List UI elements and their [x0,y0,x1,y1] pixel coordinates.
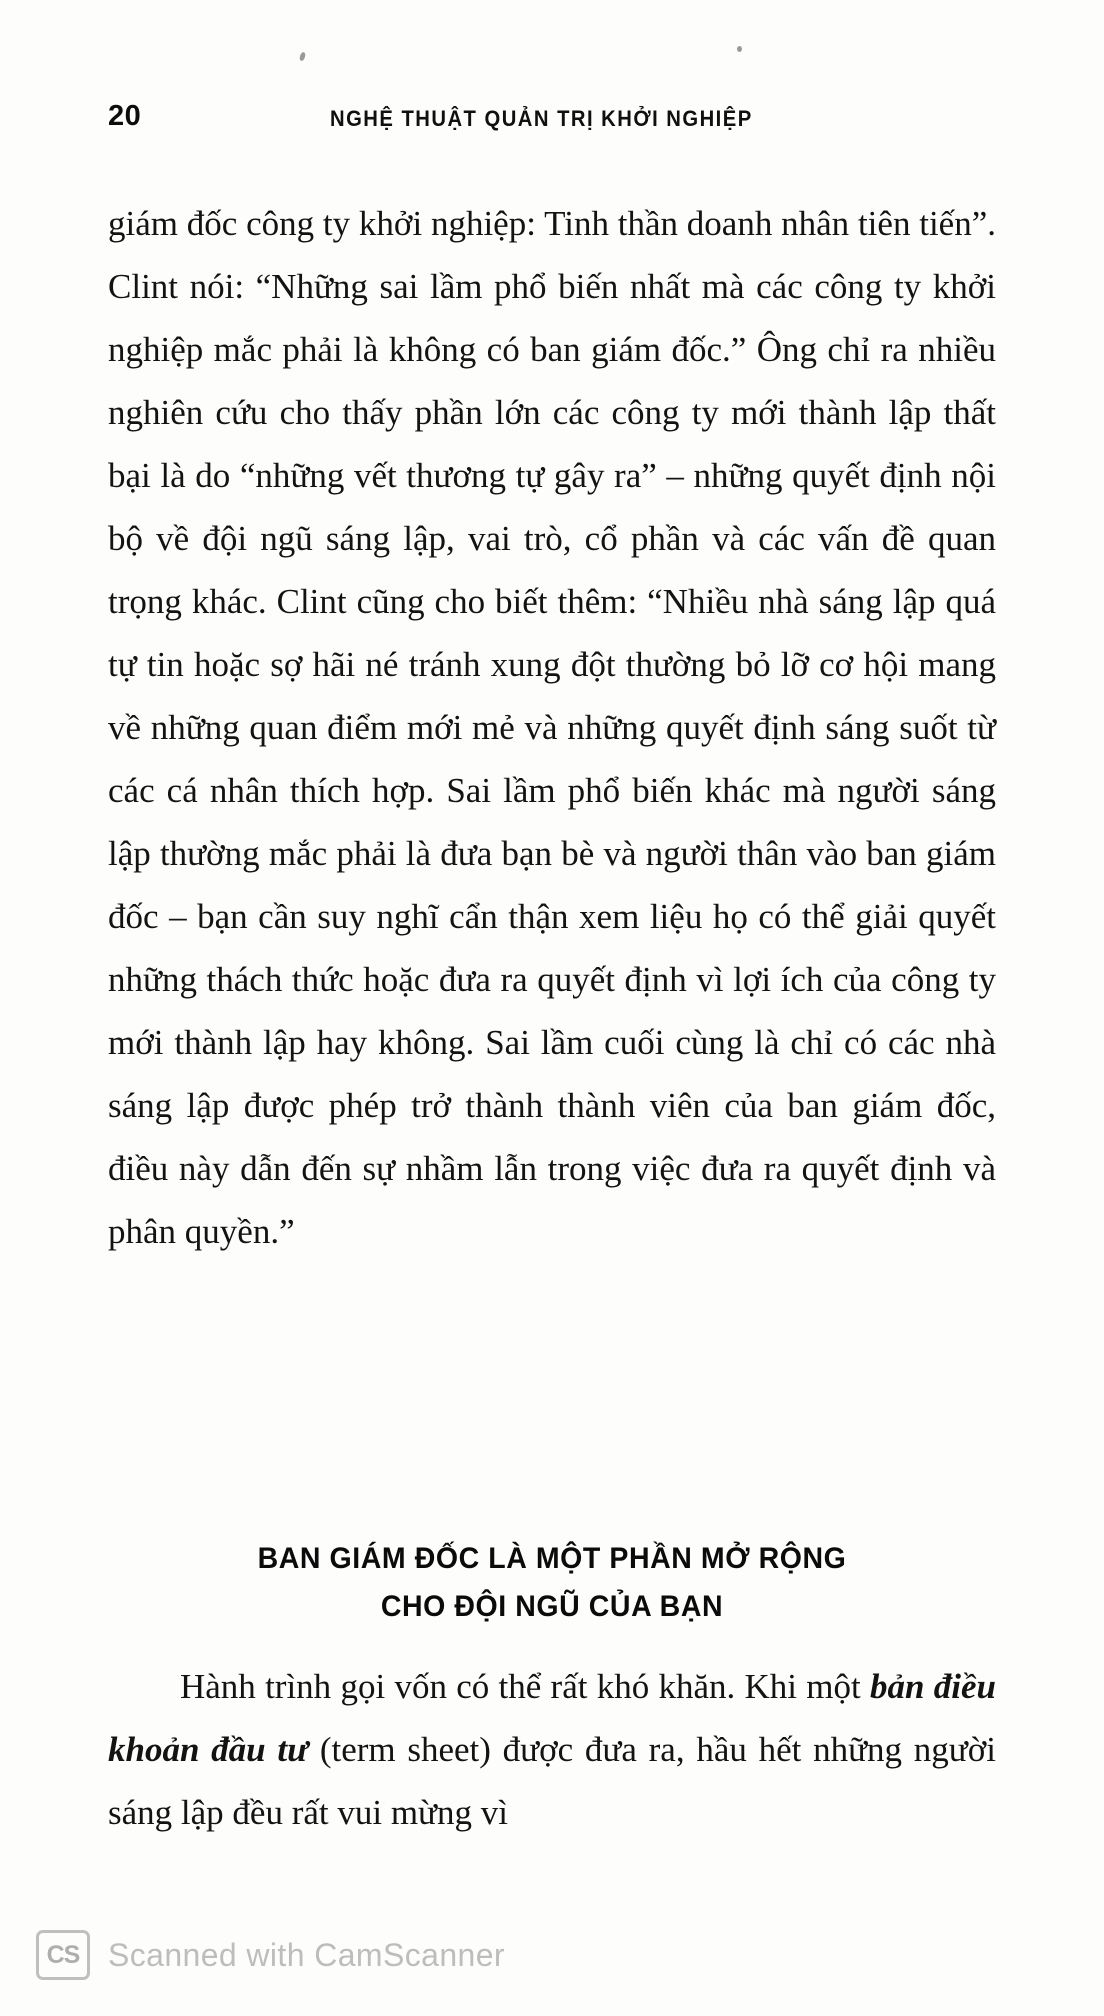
tail-before-italic: Hành trình gọi vốn có thể rất khó khăn. Khi một [180,1667,871,1706]
section-heading-line-2: CHO ĐỘI NGŨ CỦA BẠN [380,1590,724,1623]
scan-speck [737,46,742,52]
scan-speck [299,51,307,61]
tail-text [108,1655,996,1844]
body-text [108,192,996,1263]
tail-after-italic: (term sheet) được đưa ra, hầu hết những người sáng lập đều rất vui mừng vì [108,1730,996,1832]
paragraph: giám đốc công ty khởi nghiệp: Tinh thần doanh nhân tiên tiến”. Clint nói: “Những sai lầm phổ biến nhất mà các công ty khởi nghiệp mắc phải là không có ban giám đốc.” Ông chỉ ra nhiều nghiên cứu cho thấy phần lớn các công ty mới thành lập thất bại là do “những vết thương tự gây ra” – những quyết định nội bộ về đội ngũ sáng lập, vai trò, cổ phần và các vấn đề quan trọng khác. Clint cũng cho biết thêm: “Nhiều nhà sáng lập quá tự tin hoặc sợ hãi né tránh xung đột thường bỏ lỡ cơ hội mang về những quan điểm mới mẻ và những quyết định sáng suốt từ các cá nhân thích hợp. Sai lầm phổ biến khác mà người sáng lập thường mắc phải là đưa bạn bè và người thân vào ban giám đốc – bạn cần suy nghĩ cẩn thận xem liệu họ có thể giải quyết những thách thức hoặc đưa ra quyết định vì lợi ích của công ty mới thành lập hay không. Sai lầm cuối cùng là chỉ có các nhà sáng lập được phép trở thành thành viên của ban giám đốc, điều này dẫn đến sự nhầm lẫn trong việc đưa ra quyết định và phân quyền.” [108,204,996,1251]
camscanner-watermark [36,1930,505,1980]
page-number: 20 [108,100,142,132]
section-heading [130,1535,974,1631]
camscanner-watermark-text: Scanned with CamScanner [108,1936,505,1973]
paragraph [108,1655,996,1844]
page-header [0,100,1104,140]
section-heading-line-1: BAN GIÁM ĐỐC LÀ MỘT PHẦN MỞ RỘNG [257,1542,847,1575]
running-title: NGHỆ THUẬT QUẢN TRỊ KHỞI NGHIỆP [330,106,753,131]
camscanner-logo-icon: CS [36,1930,90,1980]
tail-italic-term: bản điều khoản đầu tư [108,1667,996,1769]
